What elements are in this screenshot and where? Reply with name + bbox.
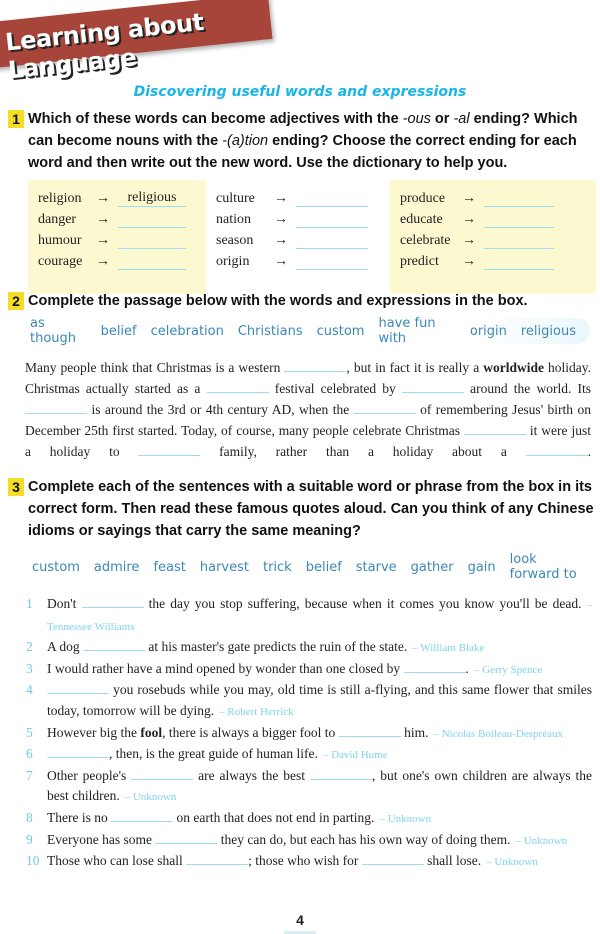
box-word: belief [305,559,342,575]
arrow-icon: → [96,253,110,269]
box-word: look forward to [509,552,577,582]
quote-author: – Robert Herrick [219,705,294,718]
text: ; those who wish for [248,853,362,869]
word-row [400,251,596,272]
question-3 [8,476,596,542]
text: , then, is the great guide of human life. [109,746,318,762]
arrow-icon: → [96,211,110,227]
box-word: gain [467,559,496,575]
text: you rosebuds while you may, old time is still a-flying, and this same flower that smiles today, tomorrow will be dying. [47,682,592,718]
answer-blank[interactable] [404,660,466,673]
word-table [28,180,596,294]
quote-item [22,830,592,852]
quote-author: – Unknown [515,834,568,847]
quote-author: – William Blake [412,642,485,655]
quote-item [22,594,592,637]
word-column [28,180,206,294]
quote-number: 4 [26,682,33,698]
text: they can do, but each has his own way of doing them. [217,831,511,847]
base-word: season [216,232,254,248]
base-word: danger [38,211,77,227]
text: shall lose. [423,853,482,869]
word-row [216,251,384,272]
answer-blank[interactable] [82,595,144,608]
section-title: Learning about Language [3,7,205,85]
text: the day you stop suffering, because when it comes you know you'll be dead. [143,596,582,611]
q2-text: Complete the passage below with the words and expressions in the box. [28,293,528,309]
text: of remembering Jesus' birth on December 25th first started. Today, of course, many people celebrate Christmas [25,402,591,438]
q1-text: -al [453,111,470,127]
word-row [38,230,206,251]
box-word: have fun with [378,316,436,346]
bold-word: fool [140,724,163,740]
passage [25,357,591,462]
text: , there is always a bigger fool to [162,724,339,740]
box-word: religious [520,323,576,339]
answer-blank[interactable] [47,745,109,758]
text: is around the 3rd or 4th century AD, when the [87,402,354,417]
text: at his master's gate predicts the ruin of the state. [145,639,408,655]
word-row [38,251,206,272]
answer-blank[interactable] [207,380,269,393]
quote-number: 7 [26,767,33,783]
answer-blank[interactable] [296,232,368,249]
word-row [216,230,384,251]
base-word: predict [400,253,439,269]
quote-author: – David Hume [322,749,388,762]
box-word: custom [316,323,365,339]
answer-blank[interactable] [118,253,186,270]
arrow-icon: → [96,190,110,206]
answer-blank[interactable] [284,359,346,372]
box-word: admire [93,559,140,575]
word-row [216,209,384,230]
quote-author: – Unknown [486,856,538,869]
answer-blank[interactable] [131,767,193,780]
arrow-icon: → [462,211,476,227]
answer-blank[interactable] [402,380,464,393]
answer-blank[interactable] [484,232,554,249]
question-number: 2 [8,292,24,310]
base-word: religion [38,190,82,206]
q1-text: Which of these words can become adjectives with the [28,111,403,127]
arrow-icon: → [462,253,476,269]
text: Many people think that Christmas is a western [25,360,285,375]
text: on earth that does not end in parting. [173,809,375,825]
quote-item [22,851,592,873]
text: Everyone has some [47,831,156,847]
answer-blank[interactable] [296,211,368,228]
quote-author: – Tennessee Williams [47,599,592,633]
text: . [587,444,591,459]
answer-blank[interactable] [526,443,588,456]
subtitle: Discovering useful words and expressions [133,84,467,100]
answer-blank[interactable] [83,638,145,651]
arrow-icon: → [274,190,288,206]
arrow-icon: → [274,253,288,269]
quote-item [22,680,592,722]
answer-blank[interactable] [484,253,554,270]
word-row [400,188,596,209]
quote-author: – Nicolas Boileau-Despréaux [433,727,563,740]
arrow-icon: → [462,232,476,248]
word-box [32,554,592,580]
answer-blank[interactable] [354,401,416,414]
word-row [400,230,596,251]
word-row [38,209,206,230]
question-1 [8,108,596,174]
answer-blank[interactable] [484,190,554,207]
text: Other people's [47,767,132,783]
answer-blank[interactable] [296,253,368,270]
box-word: gather [410,559,454,575]
q1-text: ending? Choose the correct ending for each word and then write out the new word. Use the dictionary to help you. [28,133,577,171]
word-column [390,180,596,294]
quote-number: 9 [26,831,33,847]
section-banner [0,0,272,85]
answer-blank[interactable] [118,232,186,249]
answer-blank[interactable] [296,190,368,207]
arrow-icon: → [96,232,110,248]
quote-item [22,659,592,681]
base-word: courage [38,253,83,269]
quotes-list [22,594,592,873]
q1-text: or [430,111,454,127]
text: are always the best [193,767,310,783]
text: around the world. Its [463,381,591,396]
text: him. [400,724,429,740]
answer-blank[interactable] [310,767,372,780]
quote-item [22,766,592,808]
text: holiday. Christmas actually started as a [25,360,591,396]
bold-word: worldwide [483,360,544,375]
base-word: humour [38,232,82,248]
quote-number: 8 [26,809,33,825]
text: , but in fact it is really a [346,360,484,375]
base-word: educate [400,211,443,227]
answer-blank[interactable] [25,401,87,414]
quote-number: 6 [26,746,33,762]
word-row [38,188,206,209]
quote-item [22,723,592,745]
quote-number: 3 [26,660,33,676]
text: festival celebrated by [268,381,402,396]
box-word: feast [153,559,186,575]
answer-blank[interactable] [138,443,200,456]
text: A dog [47,639,84,655]
base-word: origin [216,253,250,269]
q1-text: ending? Which can become nouns with the [28,111,578,149]
answer-blank[interactable] [186,852,248,865]
quote-item [22,744,592,766]
answer-blank[interactable] [118,211,186,228]
quote-author: – Unknown [124,791,177,804]
q1-text: -ous [402,111,431,127]
arrow-icon: → [274,211,288,227]
arrow-icon: → [274,232,288,248]
answer-blank[interactable] [155,831,217,844]
text: . [465,660,469,676]
answer-blank[interactable] [362,852,424,865]
box-word: celebration [150,323,224,339]
answer-blank[interactable] [484,211,554,228]
quote-number: 1 [26,596,33,611]
box-word: belief [100,323,137,339]
answer-blank[interactable] [111,809,173,822]
box-word: origin [469,323,507,339]
page-number: 4 [284,912,316,934]
base-word: produce [400,190,446,206]
box-word: as though [30,316,77,346]
text: , but one's own children are always the best children. [47,767,592,804]
word-row [400,209,596,230]
word-row [216,188,384,209]
quote-item [22,637,592,659]
quote-author: – Gerry Spence [473,663,543,676]
question-number: 3 [8,478,24,496]
box-word: starve [355,559,397,575]
text: family, rather than a holiday about a [200,444,526,459]
answer-blank[interactable]: religious [118,190,186,207]
answer-blank[interactable] [464,422,526,435]
box-word: Christians [237,323,303,339]
text: it were just a holiday to [25,423,591,459]
question-2 [8,290,596,312]
word-box [30,318,590,344]
question-number: 1 [8,110,24,128]
base-word: nation [216,211,251,227]
answer-blank[interactable] [47,681,109,694]
text: I would rather have a mind opened by wonder than one closed by [47,660,404,676]
quote-number: 5 [26,724,33,740]
quote-number: 2 [26,639,33,655]
box-word: trick [262,559,292,575]
answer-blank[interactable] [339,724,401,737]
box-word: custom [32,559,80,575]
base-word: celebrate [400,232,451,248]
quote-item [22,808,592,830]
base-word: culture [216,190,255,206]
text: Those who can lose shall [47,853,187,869]
text: Don't [47,596,82,611]
quote-author: – Unknown [379,812,432,825]
q3-text: Complete each of the sentences with a suitable word or phrase from the box in its correct form. Then read these famous quotes aloud. Can you think of any Chinese idioms or sayings that carry the same meaning? [28,479,594,539]
quote-number: 10 [26,853,40,869]
arrow-icon: → [462,190,476,206]
text: There is no [47,809,112,825]
q1-text: -(a)tion [222,133,269,149]
word-column [206,180,384,294]
text: However big the [47,724,141,740]
box-word: harvest [199,559,249,575]
